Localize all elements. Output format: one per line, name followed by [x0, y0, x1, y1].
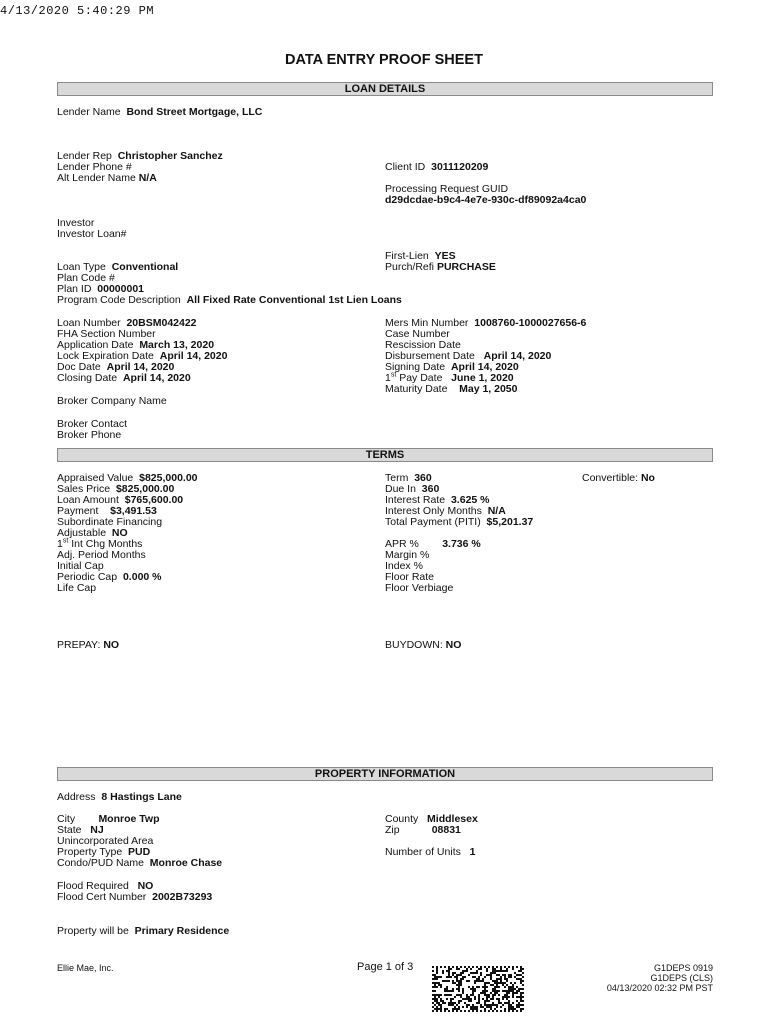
mers-min-value: 1008760-1000027656-6: [474, 317, 587, 329]
first-pay-label-number: 1: [385, 372, 391, 384]
section-header-loan-details: LOAN DETAILS: [57, 82, 713, 96]
buydown-label: BUYDOWN:: [385, 639, 443, 651]
lock-exp-value: April 14, 2020: [159, 350, 228, 362]
lender-name-label: Lender Name: [57, 106, 121, 118]
maturity-value: May 1, 2050: [459, 383, 518, 395]
property-will-be-row: [57, 926, 229, 937]
purch-refi-label: Purch/Refi: [385, 261, 435, 273]
sales-price-label: Sales Price: [57, 483, 111, 495]
loan-number-label: Loan Number: [57, 317, 121, 329]
footer-code-3: 04/13/2020 02:32 PM PST: [606, 983, 713, 993]
program-code-row: [57, 295, 402, 306]
application-date-value: March 13, 2020: [139, 339, 215, 351]
state-value: NJ: [90, 824, 104, 836]
buydown-row: [385, 640, 461, 651]
address-row: [57, 792, 182, 803]
interest-rate-label: Interest Rate: [385, 494, 446, 506]
adjustable-label: Adjustable: [57, 527, 107, 539]
investor-loan-label: Investor Loan#: [57, 228, 127, 240]
barcode-icon: [432, 966, 524, 1012]
lender-name-value: Bond Street Mortgage, LLC: [126, 106, 263, 118]
prepay-row: [57, 640, 119, 651]
initial-cap-label: Initial Cap: [57, 560, 104, 572]
zip-row: [385, 825, 461, 836]
city-label: City: [57, 813, 76, 825]
first-pay-label: Pay Date: [396, 372, 443, 384]
appraised-label: Appraised Value: [57, 472, 134, 484]
floor-verbiage-label: Floor Verbiage: [385, 582, 454, 594]
first-pay-value: June 1, 2020: [451, 372, 514, 384]
zip-label: Zip: [385, 824, 400, 836]
signing-date-label: Signing Date: [385, 361, 446, 373]
buydown-value: NO: [445, 639, 462, 651]
index-label: Index %: [385, 560, 423, 572]
units-value: 1: [469, 846, 476, 858]
address-label: Address: [57, 791, 96, 803]
closing-date-row: [57, 373, 191, 384]
condo-row: [57, 858, 222, 869]
plan-code-label: Plan Code #: [57, 272, 115, 284]
appraised-value: $825,000.00: [139, 472, 198, 484]
lender-rep-label: Lender Rep: [57, 150, 112, 162]
flood-cert-value: 2002B73293: [152, 891, 213, 903]
investor-label: Investor: [57, 217, 95, 229]
first-pay-superscript: st: [390, 371, 397, 379]
address-value: 8 Hastings Lane: [101, 791, 182, 803]
lock-exp-label: Lock Expiration Date: [57, 350, 154, 362]
first-lien-value: YES: [434, 250, 456, 262]
alt-lender-row: [57, 173, 157, 184]
alt-lender-value: N/A: [138, 172, 157, 184]
page-title: DATA ENTRY PROOF SHEET: [285, 52, 483, 68]
condo-value: Monroe Chase: [149, 857, 223, 869]
footer-code-2: G1DEPS (CLS): [650, 973, 713, 983]
client-id-row: [385, 162, 488, 173]
first-int-chg-number: 1: [57, 538, 63, 550]
disbursement-label: Disbursement Date: [385, 350, 475, 362]
city-value: Monroe Twp: [98, 813, 160, 825]
broker-company-label: Broker Company Name: [57, 395, 167, 407]
lender-phone-label: Lender Phone #: [57, 161, 132, 173]
io-months-value: N/A: [487, 505, 506, 517]
fha-section-label: FHA Section Number: [57, 328, 156, 340]
application-date-label: Application Date: [57, 339, 134, 351]
print-timestamp: 4/13/2020 5:40:29 PM: [0, 4, 155, 18]
interest-rate-value: 3.625 %: [450, 494, 490, 506]
purch-refi-row: [385, 262, 496, 273]
condo-label: Condo/PUD Name: [57, 857, 144, 869]
client-id-label: Client ID: [385, 161, 426, 173]
prepay-value: NO: [103, 639, 120, 651]
closing-date-label: Closing Date: [57, 372, 118, 384]
plan-id-value: 00000001: [97, 283, 144, 295]
plan-id-label: Plan ID: [57, 283, 92, 295]
program-code-label: Program Code Description: [57, 294, 181, 306]
property-type-value: PUD: [128, 846, 151, 858]
due-in-value: 360: [421, 483, 440, 495]
loan-type-value: Conventional: [111, 261, 179, 273]
first-lien-label: First-Lien: [385, 250, 429, 262]
life-cap-label: Life Cap: [57, 582, 97, 594]
unincorporated-label: Unincorporated Area: [57, 835, 154, 847]
total-payment-label: Total Payment (PITI): [385, 516, 481, 528]
io-months-label: Interest Only Months: [385, 505, 482, 517]
footer-company: Ellie Mae, Inc.: [57, 963, 114, 973]
maturity-row: [385, 384, 518, 395]
doc-date-value: April 14, 2020: [106, 361, 175, 373]
units-label: Number of Units: [385, 846, 461, 858]
adjustable-value: NO: [111, 527, 128, 539]
apr-value: 3.736 %: [442, 538, 481, 550]
client-id-value: 3011120209: [431, 161, 489, 173]
due-in-label: Due In: [385, 483, 416, 495]
flood-cert-label: Flood Cert Number: [57, 891, 147, 903]
payment-label: Payment: [57, 505, 99, 517]
mers-min-label: Mers Min Number: [385, 317, 469, 329]
sales-price-value: $825,000.00: [115, 483, 175, 495]
maturity-label: Maturity Date: [385, 383, 448, 395]
disbursement-value: April 14, 2020: [483, 350, 552, 362]
loan-type-label: Loan Type: [57, 261, 106, 273]
rescission-date-label: Rescission Date: [385, 339, 461, 351]
loan-amount-label: Loan Amount: [57, 494, 119, 506]
property-will-be-value: Primary Residence: [134, 925, 230, 937]
first-int-chg-label: Int Chg Months: [68, 538, 143, 550]
zip-value: 08831: [431, 824, 461, 836]
prepay-label: PREPAY:: [57, 639, 101, 651]
margin-label: Margin %: [385, 549, 430, 561]
convertible-row: [582, 473, 655, 484]
doc-date-label: Doc Date: [57, 361, 101, 373]
lender-name-row: [57, 107, 262, 118]
apr-label: APR %: [385, 538, 419, 550]
county-label: County: [385, 813, 419, 825]
purch-refi-value: PURCHASE: [436, 261, 496, 273]
total-payment-value: $5,201.37: [486, 516, 534, 528]
footer-code-1: G1DEPS 0919: [653, 963, 713, 973]
adj-period-label: Adj. Period Months: [57, 549, 146, 561]
lender-rep-value: Christopher Sanchez: [117, 150, 223, 162]
program-code-value: All Fixed Rate Conventional 1st Lien Loans: [186, 294, 402, 306]
broker-phone-label: Broker Phone: [57, 429, 122, 441]
closing-date-value: April 14, 2020: [122, 372, 191, 384]
units-row: [385, 847, 475, 858]
county-value: Middlesex: [427, 813, 478, 825]
alt-lender-label: Alt Lender Name: [57, 172, 136, 184]
periodic-cap-label: Periodic Cap: [57, 571, 118, 583]
floor-rate-label: Floor Rate: [385, 571, 435, 583]
term-value: 360: [414, 472, 432, 484]
section-header-property: PROPERTY INFORMATION: [57, 767, 713, 781]
case-number-label: Case Number: [385, 328, 450, 340]
first-int-chg-superscript: st: [62, 537, 69, 545]
section-header-terms: TERMS: [57, 448, 713, 462]
guid-label: Processing Request GUID: [385, 183, 509, 195]
total-payment-row: [385, 517, 533, 528]
convertible-label: Convertible:: [582, 472, 639, 484]
periodic-cap-value: 0.000 %: [122, 571, 162, 583]
guid-value: d29dcdae-b9c4-4e7e-930c-df89092a4ca0: [385, 194, 587, 206]
signing-date-value: April 14, 2020: [450, 361, 519, 373]
subordinate-label: Subordinate Financing: [57, 516, 163, 528]
convertible-value: No: [640, 472, 655, 484]
property-type-label: Property Type: [57, 846, 123, 858]
loan-number-value: 20BSM042422: [126, 317, 197, 329]
state-label: State: [57, 824, 82, 836]
flood-cert-row: [57, 892, 212, 903]
broker-contact-label: Broker Contact: [57, 418, 128, 430]
loan-amount-value: $765,600.00: [124, 494, 184, 506]
flood-required-value: NO: [137, 880, 154, 892]
flood-required-label: Flood Required: [57, 880, 129, 892]
footer-page-number: Page 1 of 3: [357, 961, 414, 973]
term-label: Term: [385, 472, 409, 484]
property-will-be-label: Property will be: [57, 925, 129, 937]
payment-value: $3,491.53: [110, 505, 157, 517]
